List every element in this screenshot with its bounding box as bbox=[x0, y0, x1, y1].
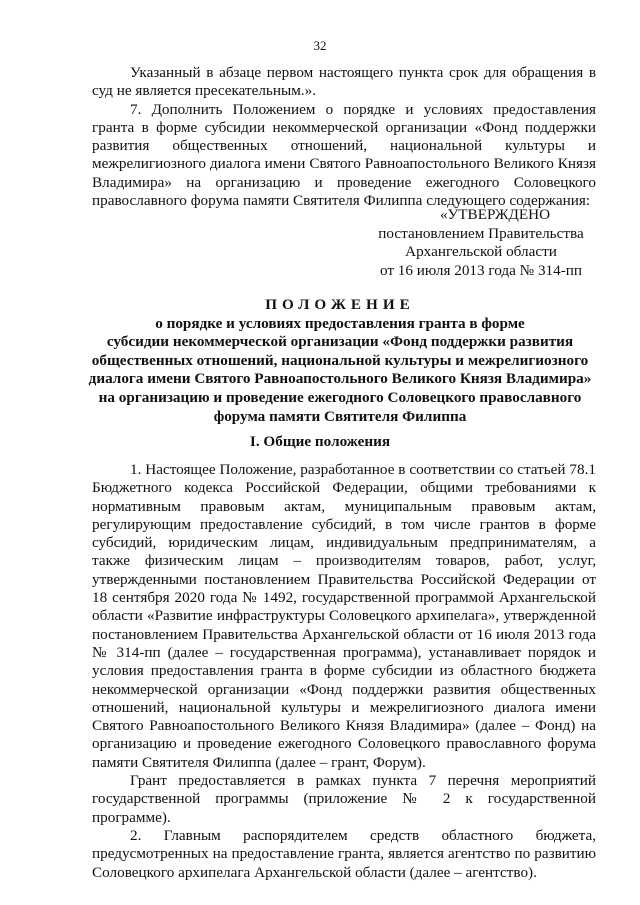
title-line: субсидии некоммерческой организации «Фонд поддержки развития bbox=[106, 333, 574, 351]
body-paragraph: 1. Настоящее Положение, разработанное в соответствии со статьей 78.1 Бюджетного кодекса Российской Федерации, общими требованиями к нормативным правовым актам, муниципальным правовым актам, регулирующим предоставление субсидий, в том числе грантов в форме субсидий, юридическим лицам, индивидуальным предпринимателям, а также физическим лицам – производителям товаров, работ, услуг, утвержденными постановлением Правительства Российской Федерации от 18 сентября 2020 года № 1492, государственной программой Архангельской области «Развитие инфраструктуры Соловецкого архипелага», утвержденной постановлением Правительства Архангельской области от 16 июля 2013 года № 314-пп (далее – государственная программа), устанавливает порядок и условия предоставления гранта в форме субсидии из областного бюджета некоммерческой организации «Фонд поддержки развития общественных отношений, национальной культуры и межрелигиозного диалога имени Святого Равноапостольного Великого Князя Владимира» (далее – Фонд) на организацию и проведение ежегодного Соловецкого православного форума памяти Святителя Филиппа (далее – грант, Форум). bbox=[92, 461, 596, 771]
title-line: диалога имени Святого Равноапостольного Великого Князя Владимира» bbox=[88, 370, 592, 388]
approval-line: постановлением Правительства bbox=[378, 224, 584, 242]
amendment-paragraph: 7. Дополнить Положением о порядке и условиях предоставления гранта в форме субсидии некоммерческой организации «Фонд поддержки развития общественных отношений, национальной культуры и межрелигиозного диалога имени Святого Равноапостольного Великого Князя Владимира» на организацию и проведение ежегодного Соловецкого православного форума памяти Святителя Филиппа следующего содержания: bbox=[92, 100, 596, 210]
approval-line: Архангельской области bbox=[405, 243, 557, 261]
section-heading: I. Общие положения bbox=[249, 433, 391, 450]
title-line: о порядке и условиях предоставления гранта в форме bbox=[155, 314, 525, 332]
title-line: общественных отношений, национальной культуры и межрелигиозного bbox=[91, 351, 589, 369]
approval-line: от 16 июля 2013 года № 314-пп bbox=[379, 261, 583, 279]
section-text bbox=[92, 461, 596, 882]
body-paragraph: Грант предоставляется в рамках пункта 7 перечня мероприятий государственной программы (приложение № 2 к государственной программе). bbox=[92, 772, 596, 826]
intro-paragraph: Указанный в абзаце первом настоящего пункта срок для обращения в суд не является пресекательным.». bbox=[92, 64, 596, 100]
title-line: на организацию и проведение ежегодного Соловецкого православного bbox=[98, 388, 582, 406]
intro-text bbox=[92, 64, 596, 210]
approval-line: «УТВЕРЖДЕНО bbox=[439, 206, 551, 223]
document-title bbox=[80, 296, 600, 426]
approval-stamp bbox=[376, 206, 586, 280]
body-paragraph: 2. Главным распорядителем средств областного бюджета, предусмотренных на предоставление гранта, является агентство по развитию Соловецкого архипелага Архангельской области (далее – агентство). bbox=[92, 826, 596, 881]
page-number: 32 bbox=[313, 38, 327, 53]
title-line: форума памяти Святителя Филиппа bbox=[213, 407, 467, 425]
title-heading: ПОЛОЖЕНИЕ bbox=[265, 296, 415, 313]
